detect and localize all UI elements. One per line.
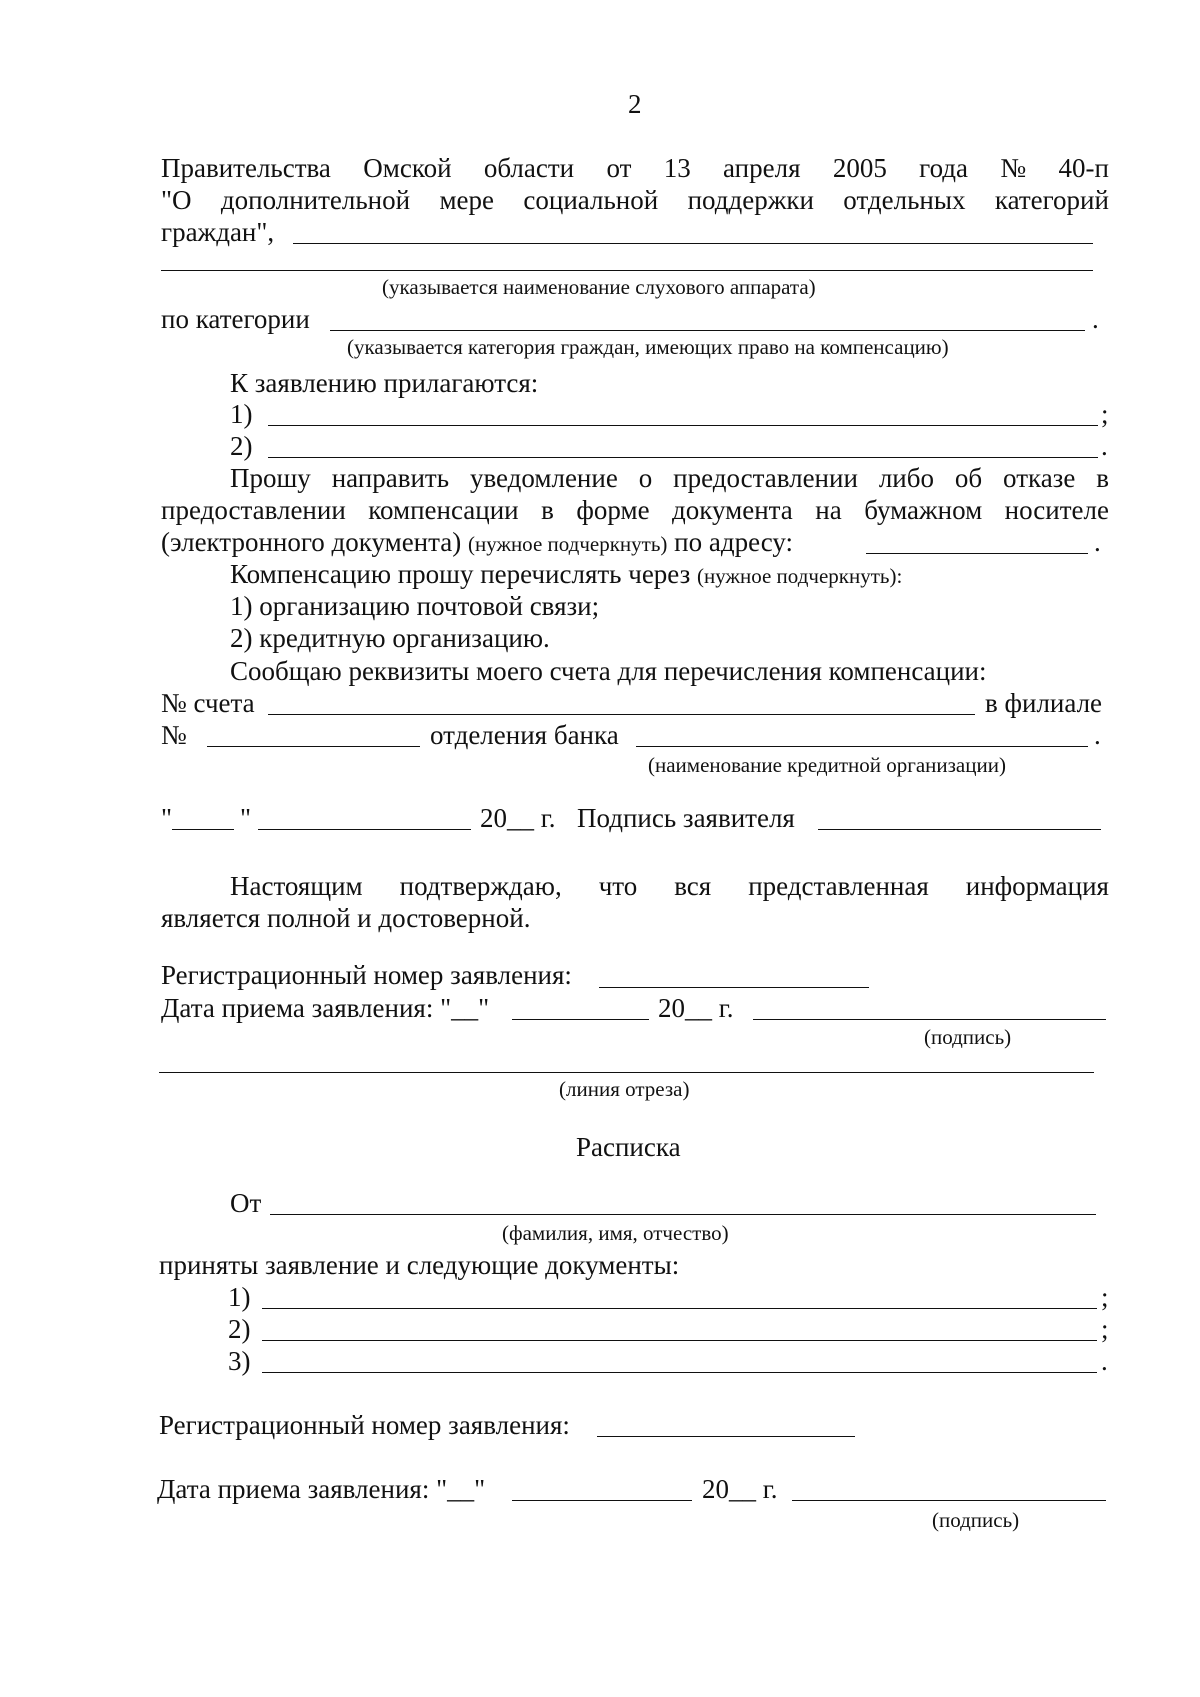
- word: в: [1096, 463, 1109, 493]
- word: категорий: [994, 185, 1109, 215]
- receipt-doc-end-3: .: [1101, 1346, 1108, 1376]
- word: 40-п: [1058, 153, 1109, 183]
- page-number: 2: [628, 89, 642, 119]
- attachment-end-2: .: [1101, 431, 1108, 461]
- bank-end: .: [1094, 720, 1101, 750]
- receipt-doc-num-2: 2): [228, 1314, 251, 1344]
- receipt-accepted: приняты заявление и следующие документы:: [159, 1250, 680, 1280]
- word: информация: [965, 871, 1109, 901]
- branch-label: в филиале: [985, 688, 1103, 718]
- word: представленная: [748, 871, 929, 901]
- registration-number-field[interactable]: [599, 987, 869, 988]
- receipt-doc-field-3[interactable]: [262, 1372, 1097, 1373]
- transfer-option-bank[interactable]: 2) кредитную организацию.: [230, 623, 550, 653]
- receipt-signature-field[interactable]: [792, 1500, 1106, 1501]
- word: предоставлении: [161, 495, 346, 525]
- receipt-year: 20__ г.: [702, 1474, 778, 1504]
- word: 2005: [832, 153, 887, 183]
- registration-year: 20__ г.: [658, 993, 734, 1023]
- notification-line-2: [161, 494, 1109, 526]
- word: Омской: [363, 153, 452, 183]
- attachment-field-2[interactable]: [268, 457, 1098, 458]
- hearing-aid-field-line-2[interactable]: [161, 270, 1093, 271]
- word: года: [919, 153, 969, 183]
- receipt-name-caption: (фамилия, имя, отчество): [502, 1221, 729, 1245]
- account-heading: Сообщаю реквизиты моего счета для перечисления компенсации:: [230, 656, 987, 686]
- word: в: [541, 495, 554, 525]
- word: об: [954, 463, 983, 493]
- word: социальной: [523, 185, 659, 215]
- registration-number-label: Регистрационный номер заявления:: [161, 960, 572, 990]
- registration-month-field[interactable]: [512, 1019, 649, 1020]
- word: компенсации: [368, 495, 519, 525]
- registration-signature-field[interactable]: [753, 1019, 1106, 1020]
- word: 13: [663, 153, 691, 183]
- category-label: по категории: [161, 304, 310, 334]
- word: Прошу: [230, 463, 311, 493]
- bank-name-field[interactable]: [636, 746, 1088, 747]
- cut-line: [159, 1072, 1094, 1073]
- attachments-heading: К заявлению прилагаются:: [230, 368, 539, 398]
- bank-caption: (наименование кредитной организации): [648, 753, 1006, 777]
- branch-number-field[interactable]: [207, 746, 420, 747]
- word: Настоящим: [230, 871, 363, 901]
- hearing-aid-caption: (указывается наименование слухового аппарата): [382, 275, 816, 299]
- word: мере: [439, 185, 495, 215]
- receipt-doc-num-3: 3): [228, 1346, 251, 1376]
- sign-quote-open: ": [161, 803, 173, 833]
- attachment-num-2: 2): [230, 431, 253, 461]
- notification-address-label: по адресу:: [674, 527, 794, 557]
- word: либо: [878, 463, 934, 493]
- account-number-field[interactable]: [268, 714, 975, 715]
- word: бумажном: [864, 495, 983, 525]
- word: Правительства: [161, 153, 331, 183]
- transfer-note: (нужное подчеркнуть):: [697, 564, 903, 588]
- notification-format: (электронного документа): [161, 527, 462, 557]
- word: предоставлении: [673, 463, 858, 493]
- applicant-signature-field[interactable]: [818, 829, 1101, 830]
- receipt-doc-field-1[interactable]: [262, 1308, 1097, 1309]
- intro-line-2: [161, 184, 1109, 216]
- category-field[interactable]: [330, 330, 1085, 331]
- receipt-name-field[interactable]: [270, 1214, 1096, 1215]
- notification-note: (нужное подчеркнуть): [467, 532, 668, 556]
- word: области: [483, 153, 575, 183]
- attachment-field-1[interactable]: [268, 425, 1098, 426]
- word: от: [606, 153, 632, 183]
- word: носителе: [1004, 495, 1109, 525]
- receipt-date-label: Дата приема заявления: "__": [157, 1474, 486, 1504]
- receipt-doc-num-1: 1): [228, 1282, 251, 1312]
- receipt-from-label: От: [230, 1188, 262, 1218]
- word: вся: [674, 871, 712, 901]
- bank-label: отделения банка: [430, 720, 619, 750]
- applicant-signature-label: Подпись заявителя: [577, 803, 795, 833]
- attachment-end-1: ;: [1101, 399, 1109, 429]
- registration-signature-caption: (подпись): [924, 1025, 1012, 1049]
- word: "О: [161, 185, 192, 215]
- registration-date-label: Дата приема заявления: "__": [161, 993, 490, 1023]
- receipt-number-field[interactable]: [597, 1436, 855, 1437]
- receipt-doc-end-2: ;: [1101, 1314, 1109, 1344]
- sign-quote-close: ": [240, 803, 252, 833]
- attachment-num-1: 1): [230, 399, 253, 429]
- receipt-signature-caption: (подпись): [932, 1508, 1020, 1532]
- cut-line-caption: (линия отреза): [559, 1077, 690, 1101]
- word: отдельных: [843, 185, 966, 215]
- transfer-line: [230, 558, 902, 592]
- category-end: .: [1092, 304, 1099, 334]
- word: о: [638, 463, 653, 493]
- receipt-doc-field-2[interactable]: [262, 1340, 1097, 1341]
- word: уведомление: [469, 463, 618, 493]
- receipt-title: Расписка: [576, 1132, 681, 1162]
- confirmation-line-1: [230, 870, 1109, 902]
- word: направить: [331, 463, 450, 493]
- word: что: [598, 871, 638, 901]
- word: поддержки: [687, 185, 814, 215]
- address-field[interactable]: [866, 553, 1088, 554]
- word: апреля: [723, 153, 801, 183]
- transfer-text: Компенсацию прошу перечислять через: [230, 559, 691, 589]
- confirmation-line-2: является полной и достоверной.: [161, 903, 531, 933]
- transfer-option-post[interactable]: 1) организацию почтовой связи;: [230, 591, 600, 621]
- word: на: [815, 495, 842, 525]
- word: форме: [576, 495, 650, 525]
- word: дополнительной: [220, 185, 411, 215]
- word: документа: [672, 495, 793, 525]
- receipt-month-field[interactable]: [512, 1500, 692, 1501]
- branch-number-sign: №: [161, 720, 187, 750]
- receipt-number-label: Регистрационный номер заявления:: [159, 1410, 570, 1440]
- intro-line-1: [161, 152, 1109, 184]
- account-label: № счета: [161, 688, 255, 718]
- sign-day-field[interactable]: [172, 829, 234, 830]
- word: №: [1000, 153, 1027, 183]
- hearing-aid-field-line-1[interactable]: [293, 243, 1093, 244]
- category-caption: (указывается категория граждан, имеющих право на компенсацию): [347, 335, 949, 359]
- receipt-doc-end-1: ;: [1101, 1282, 1109, 1312]
- sign-month-field[interactable]: [258, 829, 471, 830]
- word: отказе: [1003, 463, 1076, 493]
- intro-line-3: граждан",: [161, 217, 275, 247]
- word: подтверждаю,: [399, 871, 562, 901]
- address-end: .: [1094, 527, 1101, 557]
- notification-line-3: [161, 526, 793, 560]
- notification-line-1: [230, 462, 1109, 494]
- sign-year: 20__ г.: [480, 803, 556, 833]
